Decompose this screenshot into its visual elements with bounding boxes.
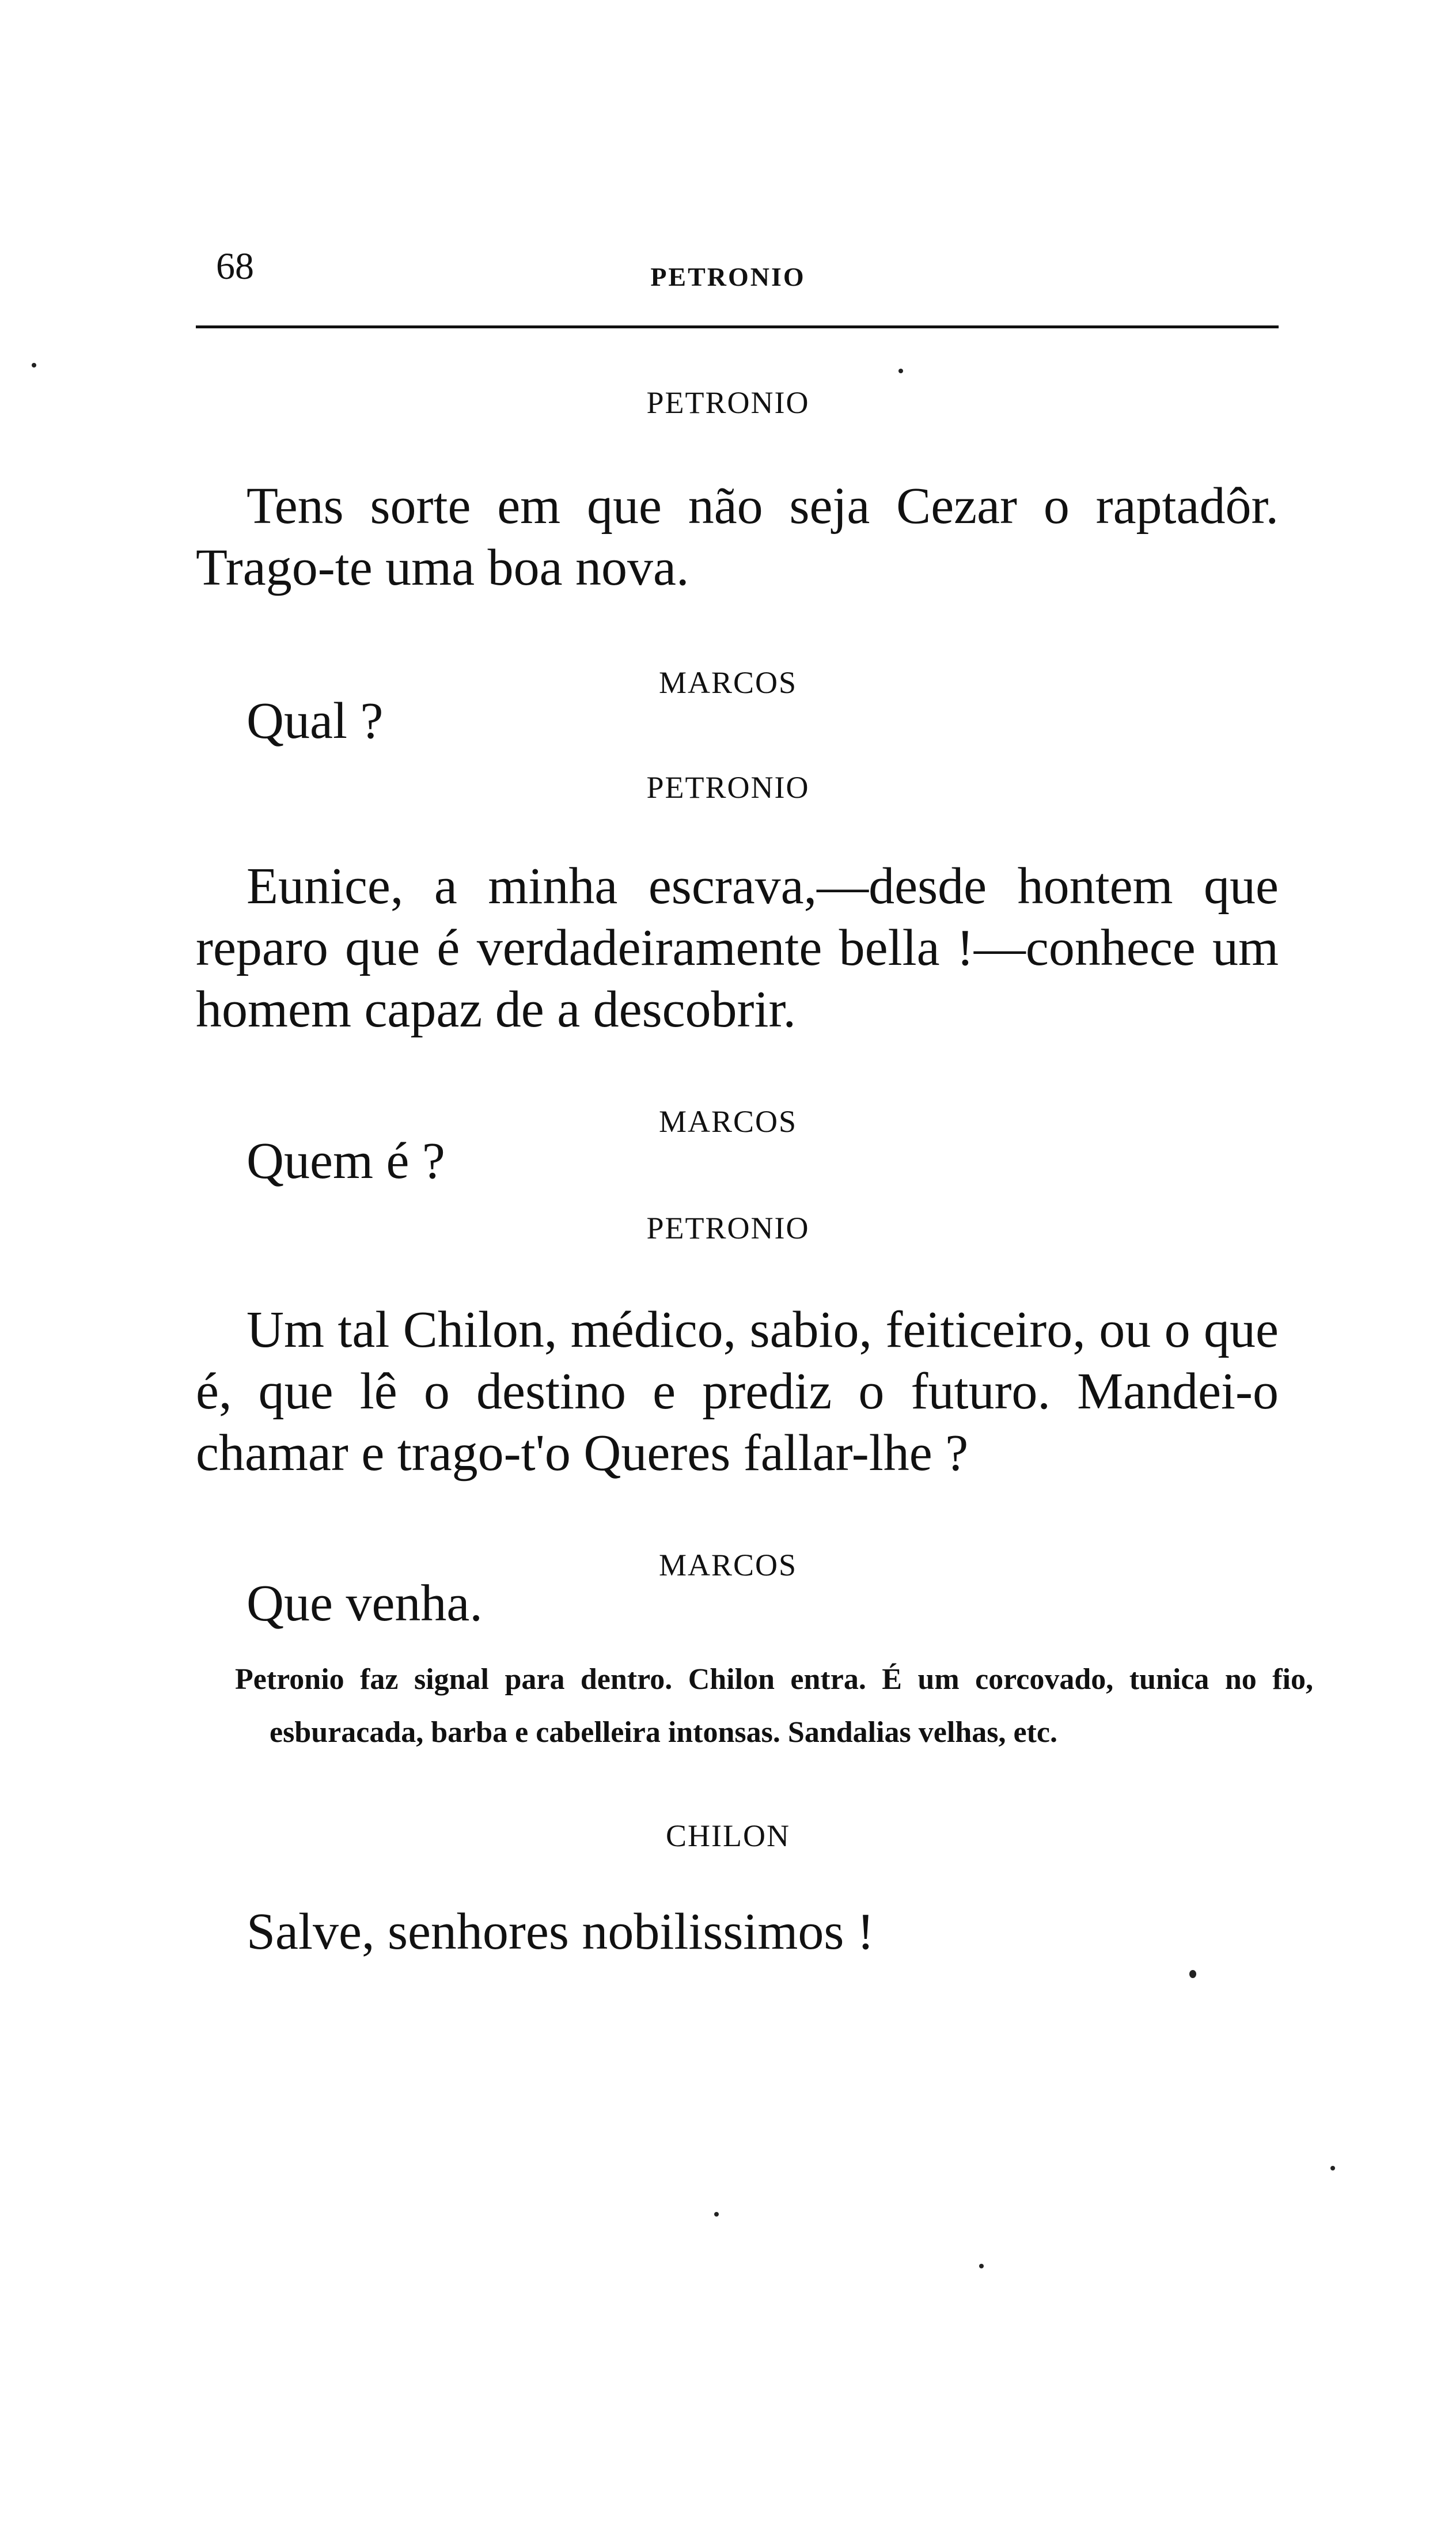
scan-speck [898, 369, 903, 373]
speech-text: Tens sorte em que não seja Cezar o raptadôr. Trago-te uma boa nova. [196, 478, 1279, 596]
scan-speck [32, 363, 36, 368]
scan-speck [1330, 2166, 1335, 2170]
speech-text: Qual ? [247, 692, 384, 749]
speaker-label: MARCOS [658, 665, 798, 700]
speech-text: Um tal Chilon, médico, sabio, feiticeiro, ou o que é, que lê o destino e prediz o futuro. Mandei-o chamar e trago-t'o Queres fallar-lhe ? [196, 1301, 1279, 1482]
scan-speck [979, 2264, 984, 2268]
scan-speck [1189, 1970, 1196, 1978]
speaker-label: PETRONIO [646, 385, 810, 420]
header-rule [196, 325, 1279, 328]
speech-text: Que venha. [247, 1575, 483, 1632]
running-title: PETRONIO [650, 262, 806, 291]
page-number: 68 [216, 245, 254, 287]
scan-speck [714, 2212, 719, 2217]
speech-text: Eunice, a minha escrava,—desde hontem que reparo que é verdadeiramente bella !—conhece um homem capaz de a descobrir. [196, 858, 1279, 1038]
speaker-label: PETRONIO [646, 770, 810, 805]
speech-text: Salve, senhores nobilissimos ! [247, 1903, 874, 1960]
speech-text: Quem é ? [247, 1132, 445, 1189]
speaker-label: PETRONIO [646, 1211, 810, 1245]
stage-direction: Petronio faz signal para dentro. Chilon entra. É um corcovado, tunica no fio, esburacada, barba e cabelleira intonsas. Sandalias velhas, etc. [235, 1663, 1313, 1749]
speaker-label: CHILON [666, 1819, 790, 1853]
speaker-label: MARCOS [658, 1548, 798, 1582]
speaker-label: MARCOS [658, 1104, 798, 1139]
